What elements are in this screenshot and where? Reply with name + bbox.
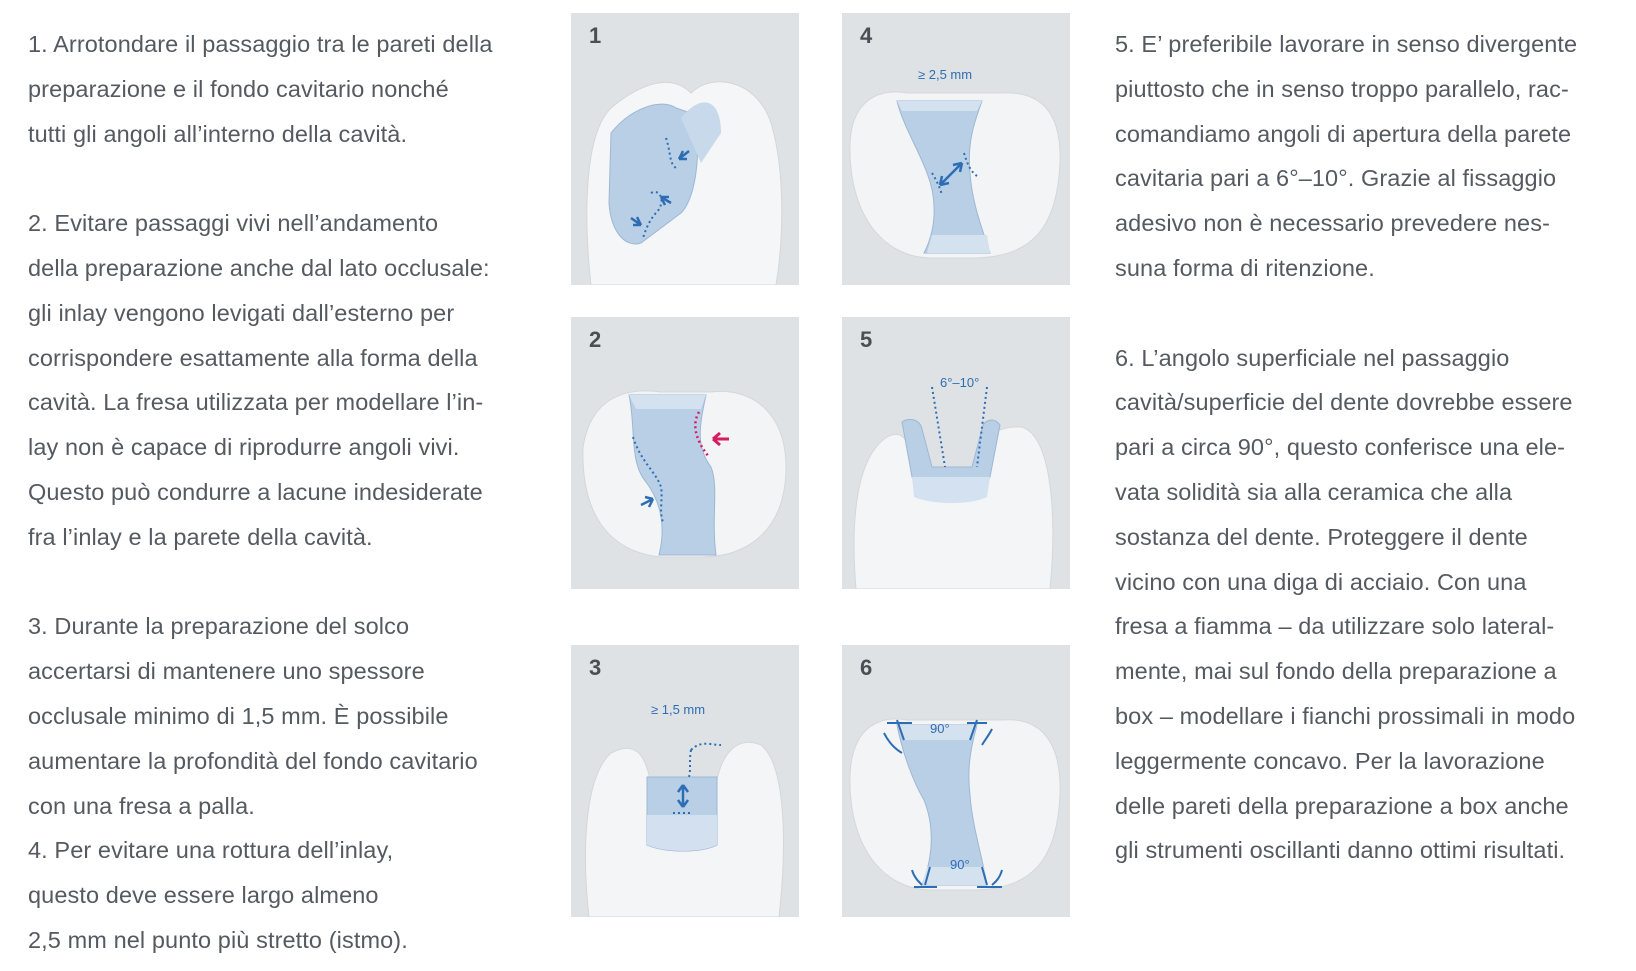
figure-3	[571, 645, 799, 917]
text-line: fresa a fiamma – da utilizzare solo lateral-	[1115, 613, 1555, 640]
tooth-illustration-3	[571, 645, 799, 917]
instruction-4	[28, 828, 528, 962]
figure-1	[571, 13, 799, 285]
figure-5	[842, 317, 1070, 589]
text-line: accertarsi di mantenere uno spessore	[28, 658, 425, 685]
text-line: della preparazione anche dal lato occlusale:	[28, 254, 490, 281]
figure-number: 4	[860, 23, 873, 48]
text-line: cavitaria pari a 6°–10°. Grazie al fissaggio	[1115, 165, 1557, 192]
text-line: cavità. La fresa utilizzata per modellare l’in-	[28, 389, 484, 416]
text-line: Questo può condurre a lacune indesiderate	[28, 478, 483, 505]
instruction-1	[28, 22, 528, 156]
text-line: 5. E’ preferibile lavorare in senso divergente	[1115, 31, 1578, 57]
tooth-illustration-6	[842, 645, 1070, 917]
text-line: vicino con una diga di acciaio. Con una	[1115, 568, 1527, 595]
figure-6	[842, 645, 1070, 917]
text-line: questo deve essere largo almeno	[28, 882, 379, 909]
text-line: lay non è capace di riprodurre angoli vivi.	[28, 434, 460, 461]
text-line: piuttosto che in senso troppo parallelo, rac-	[1115, 75, 1569, 102]
figure-4	[842, 13, 1070, 285]
text-line: preparazione e il fondo cavitario nonché	[28, 75, 449, 102]
figure-number: 1	[589, 23, 602, 48]
text-line: pari a circa 90°, questo conferisce una ele-	[1115, 434, 1566, 461]
tooth-illustration-4	[842, 13, 1070, 285]
divergence-angle-label: 6°–10°	[940, 375, 980, 390]
min-thickness-label: ≥ 1,5 mm	[651, 702, 706, 717]
text-line: corrispondere esattamente alla forma della	[28, 344, 478, 371]
tooth-illustration-2	[571, 317, 799, 589]
left-text-column	[28, 22, 528, 963]
figure-2	[571, 317, 799, 589]
figure-number: 3	[589, 655, 602, 680]
instruction-6	[1115, 336, 1625, 874]
figure-number: 5	[860, 327, 873, 352]
text-line: con una fresa a palla.	[28, 792, 255, 819]
instruction-2	[28, 201, 528, 559]
text-line: gli inlay vengono levigati dall’esterno per	[28, 299, 455, 326]
text-line: occlusale minimo di 1,5 mm. È possibile	[28, 702, 449, 729]
text-line: tutti gli angoli all’interno della cavità.	[28, 120, 408, 147]
instruction-5	[1115, 22, 1625, 291]
text-line: cavità/superficie del dente dovrebbe essere	[1115, 389, 1573, 416]
text-line: leggermente concavo. Per la lavorazione	[1115, 747, 1545, 774]
text-line: aumentare la profondità del fondo cavitario	[28, 747, 478, 774]
angle-label-bottom: 90°	[950, 857, 970, 872]
text-line: 2,5 mm nel punto più stretto (istmo).	[28, 926, 408, 953]
text-line: vata solidità sia alla ceramica che alla	[1115, 478, 1513, 505]
tooth-illustration-1	[571, 13, 799, 285]
text-line: suna forma di ritenzione.	[1115, 254, 1375, 281]
instruction-3	[28, 604, 528, 828]
text-line: 4. Per evitare una rottura dell’inlay,	[28, 837, 394, 864]
figure-number: 2	[589, 327, 602, 352]
text-line: mente, mai sul fondo della preparazione a	[1115, 658, 1557, 685]
text-line: comandiamo angoli di apertura della parete	[1115, 120, 1572, 147]
text-line: adesivo non è necessario prevedere nes-	[1115, 210, 1551, 237]
angle-label-top: 90°	[930, 721, 950, 736]
right-text-column	[1115, 22, 1625, 873]
text-line: fra l’inlay e la parete della cavità.	[28, 523, 373, 550]
isthmus-width-label: ≥ 2,5 mm	[918, 67, 973, 82]
tooth-illustration-5	[842, 317, 1070, 589]
text-line: sostanza del dente. Proteggere il dente	[1115, 523, 1528, 550]
text-line: delle pareti della preparazione a box anche	[1115, 792, 1569, 819]
text-line: gli strumenti oscillanti danno ottimi risultati.	[1115, 837, 1566, 864]
text-line: box – modellare i fianchi prossimali in modo	[1115, 702, 1576, 729]
figure-number: 6	[860, 655, 873, 680]
text-line: 6. L’angolo superficiale nel passaggio	[1115, 344, 1510, 371]
text-line: 3. Durante la preparazione del solco	[28, 613, 410, 640]
text-line: 2. Evitare passaggi vivi nell’andamento	[28, 210, 439, 237]
text-line: 1. Arrotondare il passaggio tra le pareti della	[28, 31, 493, 57]
